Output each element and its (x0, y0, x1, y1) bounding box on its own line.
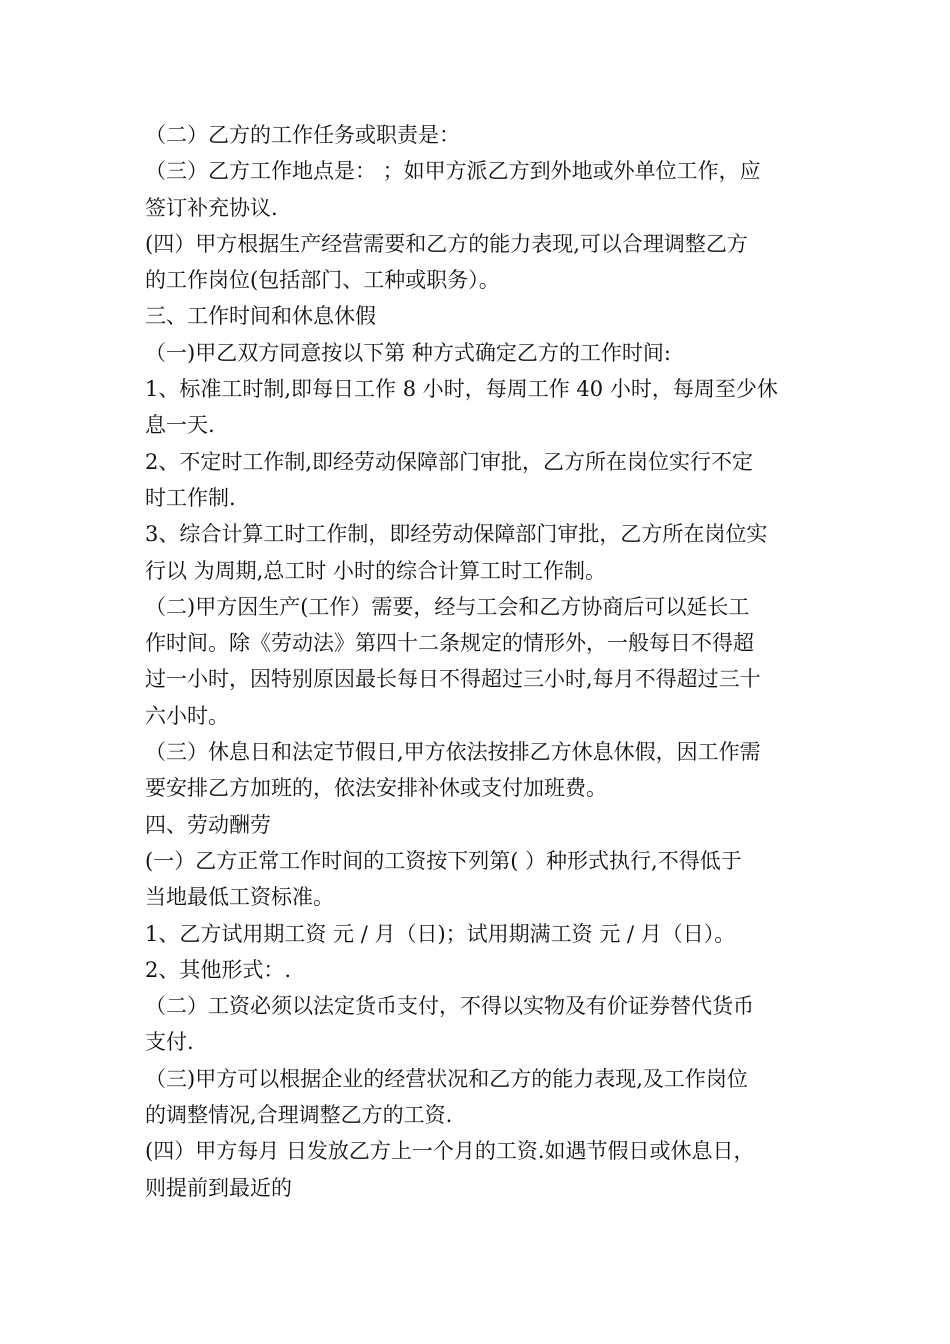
text-line: （三)甲方可以根据企业的经营状况和乙方的能力表现,及工作岗位 (145, 1066, 748, 1091)
section-heading: 三、工作时间和休息休假 (145, 304, 376, 329)
text-line: 的工作岗位(包括部门、工种或职务）。 (145, 268, 500, 293)
text-line: （三）乙方工作地点是： ；如甲方派乙方到外地或外单位工作，应 (145, 159, 761, 184)
text-line: （二）乙方的工作任务或职责是： (145, 123, 460, 147)
text-line: 要安排乙方加班的，依法安排补休或支付加班费。 (145, 776, 607, 801)
text-line: 过一小时，因特别原因最长每日不得超过三小时,每月不得超过三十 (145, 667, 761, 692)
document-body (145, 117, 815, 1206)
section-heading: 四、劳动酬劳 (145, 812, 271, 837)
text-line: 1、标准工时制,即每日工作 8 小时，每周工作 40 小时，每周至少休 (145, 377, 778, 402)
text-line: 的调整情况,合理调整乙方的工资. (145, 1103, 453, 1128)
text-line: 作时间。除《劳动法》第四十二条规定的情形外，一般每日不得超 (145, 631, 754, 656)
text-line: （二)甲方因生产(工作）需要，经与工会和乙方协商后可以延长工 (145, 594, 750, 619)
text-line: 六小时。 (145, 703, 229, 728)
text-line: （二）工资必须以法定货币支付，不得以实物及有价证券替代货币 (145, 994, 754, 1019)
text-line: 当地最低工资标准。 (145, 885, 334, 910)
text-line: 3、综合计算工时工作制，即经劳动保障部门审批，乙方所在岗位实 (145, 522, 768, 547)
text-line: （三）休息日和法定节假日,甲方依法按排乙方休息休假，因工作需 (145, 740, 761, 765)
text-line: 2、不定时工作制,即经劳动保障部门审批，乙方所在岗位实行不定 (145, 449, 754, 474)
text-line: 2、其他形式：. (145, 957, 292, 982)
text-line: （一)甲乙双方同意按以下第 种方式确定乙方的工作时间: (145, 340, 671, 365)
text-line: (一）乙方正常工作时间的工资按下列第( ）种形式执行,不得低于 (145, 848, 742, 873)
text-line: (四）甲方根据生产经营需要和乙方的能力表现,可以合理调整乙方 (145, 231, 748, 256)
text-line: (四）甲方每月 日发放乙方上一个月的工资.如遇节假日或休息日， (145, 1139, 755, 1164)
text-line: 行以 为周期,总工时 小时的综合计算工时工作制。 (145, 558, 607, 583)
text-line: 则提前到最近的 (145, 1175, 292, 1200)
text-line: 支付. (145, 1030, 194, 1055)
text-line: 1、乙方试用期工资 元 / 月（日)；试用期满工资 元 / 月（日）。 (145, 921, 736, 946)
text-line: 息一天. (145, 413, 215, 438)
text-line: 签订补充协议. (145, 195, 278, 220)
text-line: 时工作制. (145, 485, 236, 510)
